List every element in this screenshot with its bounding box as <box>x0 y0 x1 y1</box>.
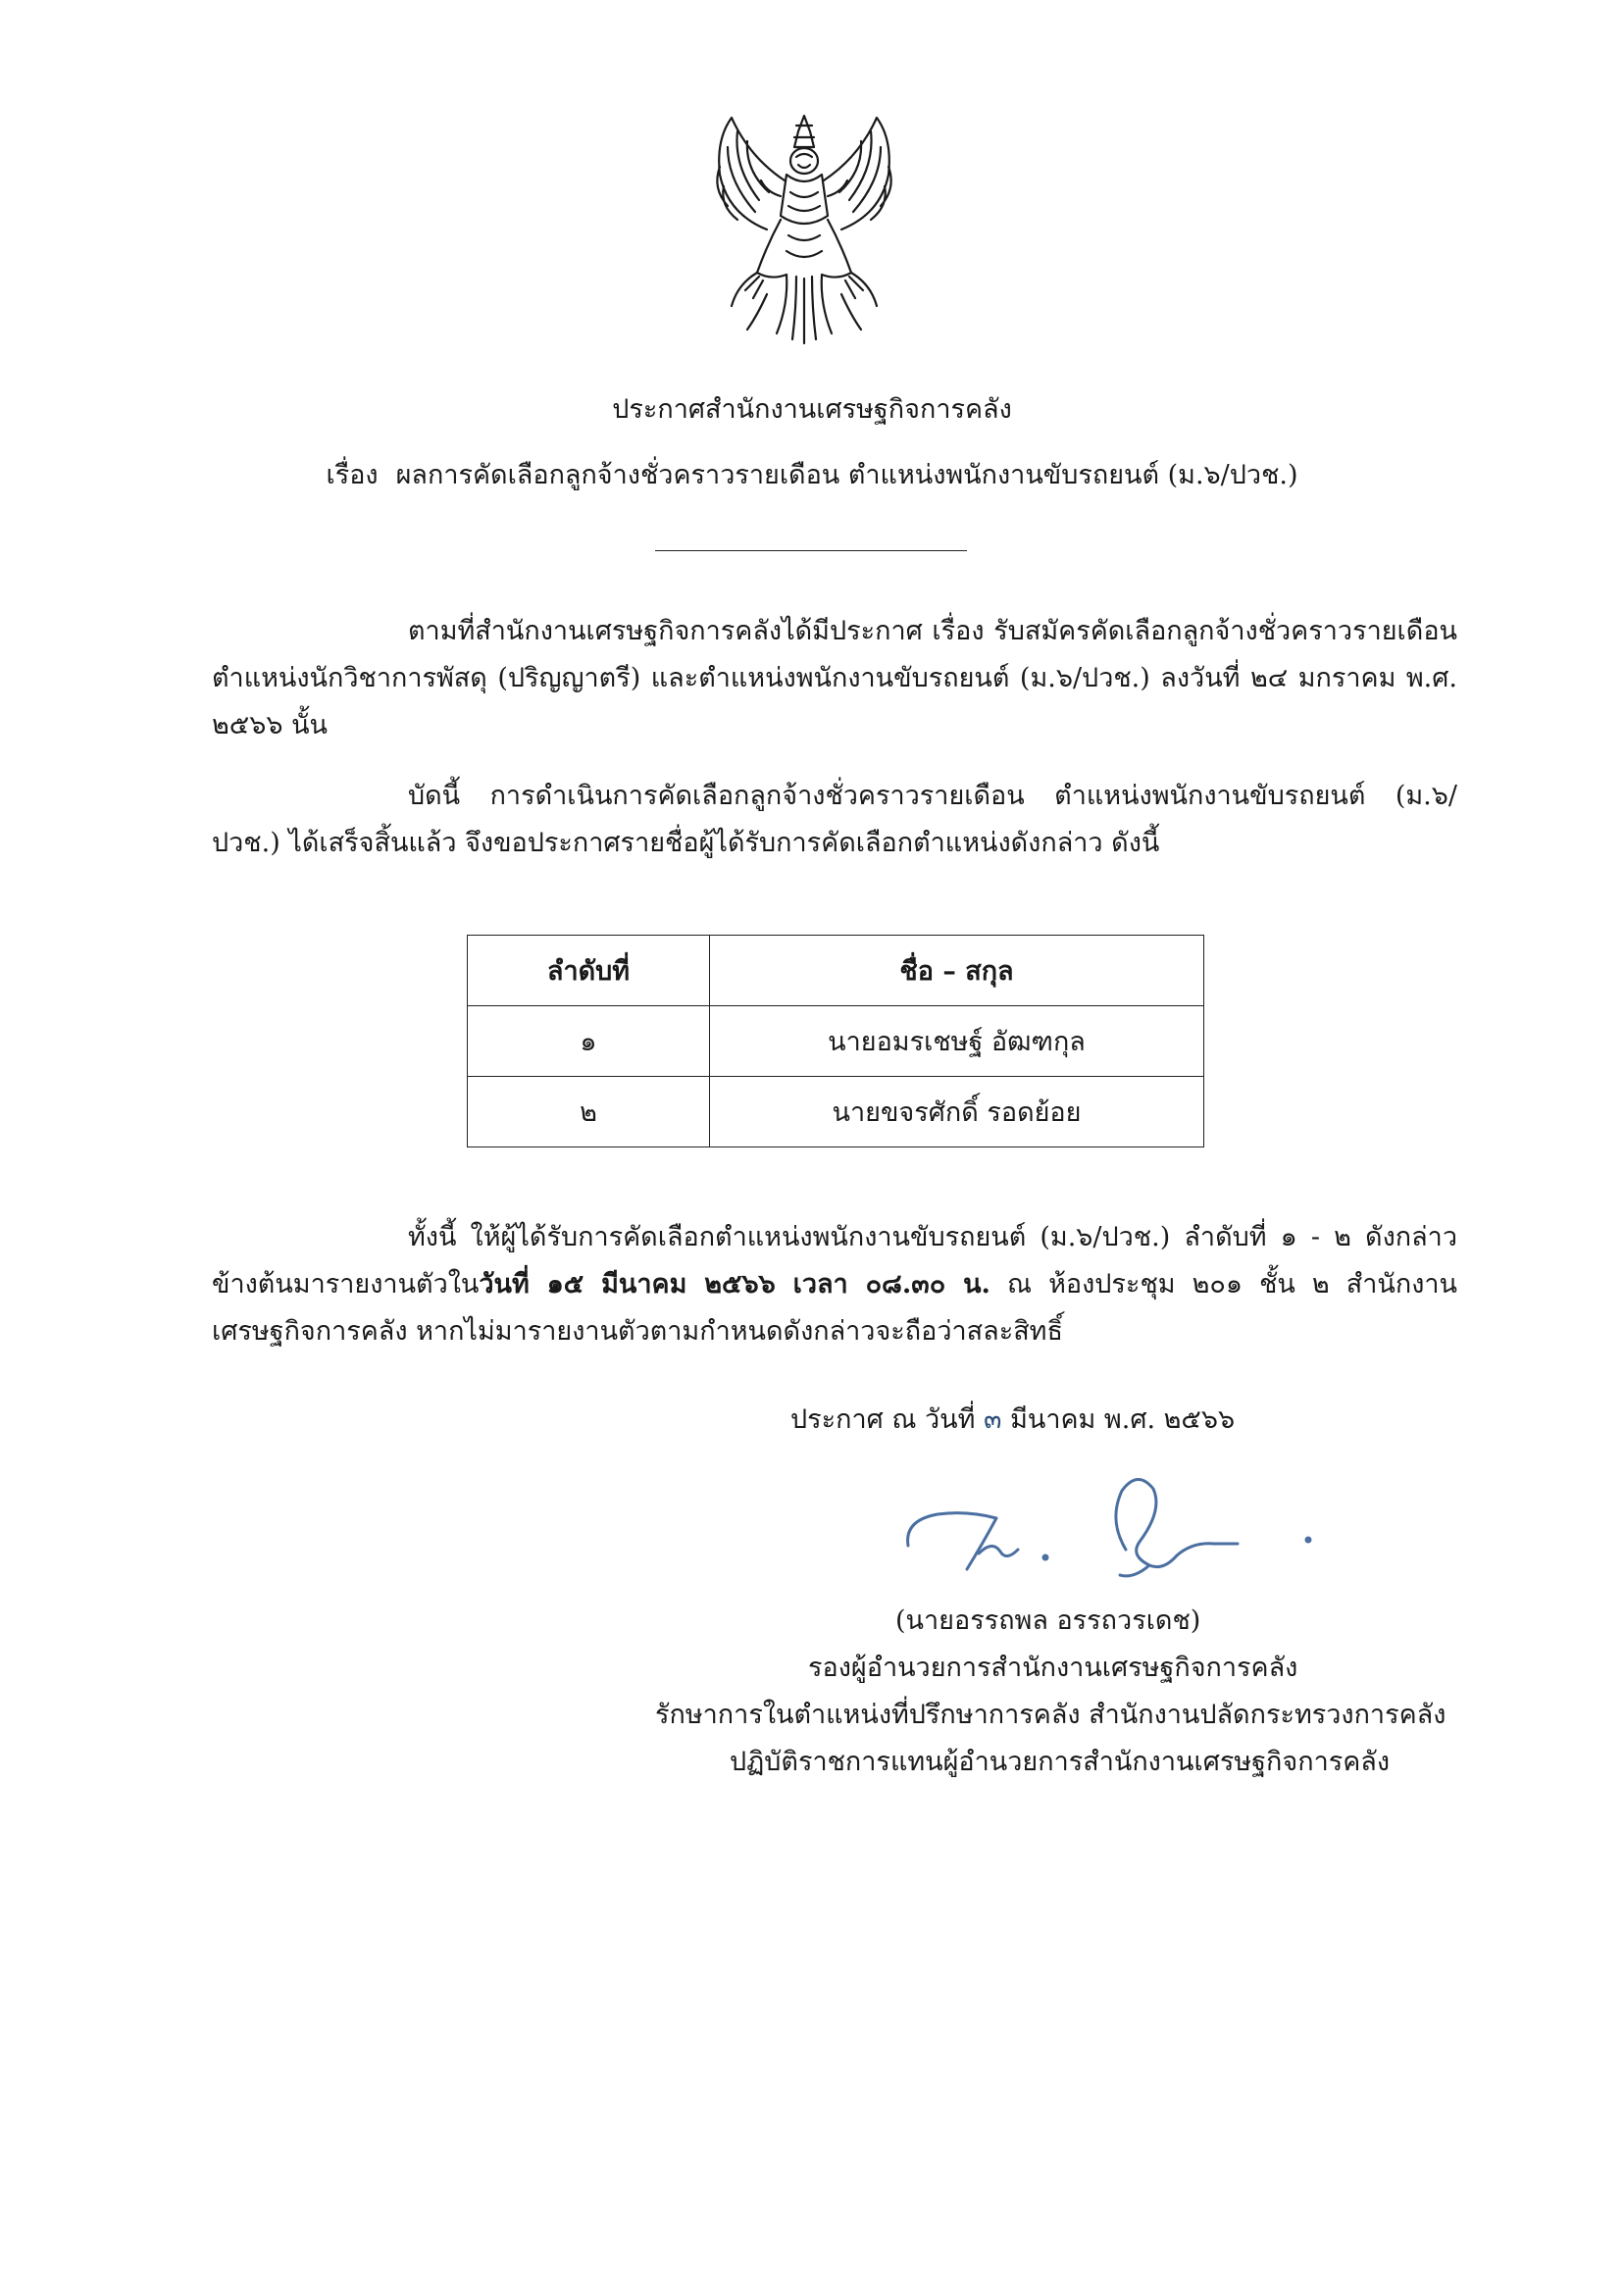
date-prefix: ประกาศ ณ วันที่ <box>790 1404 976 1435</box>
results-table <box>467 935 1204 1147</box>
paragraph-2 <box>212 773 1457 867</box>
column-header-name: ชื่อ – สกุล <box>710 936 1204 1006</box>
report-date-time: วันที่ ๑๕ มีนาคม ๒๕๖๖ เวลา ๐๘.๓๐ น. <box>479 1269 990 1299</box>
handwritten-signature <box>898 1461 1320 1608</box>
table-row <box>468 1077 1204 1147</box>
table-header-row <box>468 936 1204 1006</box>
column-header-order: ลำดับที่ <box>468 936 710 1006</box>
header-divider <box>655 550 967 551</box>
document-title: ประกาศสำนักงานเศรษฐกิจการคลัง <box>612 394 1012 425</box>
paragraph-3 <box>212 1214 1457 1355</box>
document-subject <box>0 456 1624 495</box>
date-day: ๓ <box>984 1404 1002 1435</box>
announcement-date <box>790 1398 1235 1440</box>
signatory-position-1: รองผู้อำนวยการสำนักงานเศรษฐกิจการคลัง <box>808 1653 1298 1683</box>
paragraph-3-text-before: ทั้งนี้ ให้ผู้ได้รับการคัดเลือกตำแหน่งพนักงานขับรถยนต์ (ม.๖/ปวช.) ลำดับที่ ๑ - ๒ ดังกล่าวข้างต้นมารายงานตัวใน <box>212 1222 1457 1299</box>
row-name: นายขจรศักดิ์ รอดย้อย <box>710 1077 1204 1147</box>
signatory-position-2: รักษาการในตำแหน่งที่ปรึกษาการคลัง สำนักงานปลัดกระทรวงการคลัง <box>655 1700 1446 1730</box>
signatory-name: (นายอรรถพล อรรถวรเดช) <box>895 1605 1201 1636</box>
paragraph-3-text-after: ณ ห้องประชุม ๒๐๑ ชั้น ๒ สำนักงานเศรษฐกิจการคลัง หากไม่มารายงานตัวตามกำหนดดังกล่าวจะถือว่าสละสิทธิ์ <box>212 1269 1457 1347</box>
date-month-year: มีนาคม พ.ศ. ๒๕๖๖ <box>1010 1404 1236 1435</box>
paragraph-1-text: ตามที่สำนักงานเศรษฐกิจการคลังได้มีประกาศ เรื่อง รับสมัครคัดเลือกลูกจ้างชั่วคราวรายเดือน ตำแหน่งนักวิชาการพัสดุ (ปริญญาตรี) และตำแหน่งพนักงานขับรถยนต์ (ม.๖/ปวช.) ลงวันที่ ๒๔ มกราคม พ.ศ. ๒๕๖๖ นั้น <box>212 616 1457 740</box>
paragraph-1 <box>212 608 1457 749</box>
subject-text: ผลการคัดเลือกลูกจ้างชั่วคราวรายเดือน ตำแหน่งพนักงานขับรถยนต์ (ม.๖/ปวช.) <box>395 460 1298 490</box>
table-row <box>468 1006 1204 1077</box>
row-name: นายอมรเชษฐ์ อัฒฑกุล <box>710 1006 1204 1077</box>
row-order: ๑ <box>468 1006 710 1077</box>
garuda-emblem-icon <box>698 98 910 353</box>
row-order: ๒ <box>468 1077 710 1147</box>
signatory-position-3: ปฏิบัติราชการแทนผู้อำนวยการสำนักงานเศรษฐกิจการคลัง <box>730 1747 1391 1777</box>
subject-label: เรื่อง <box>326 460 379 490</box>
paragraph-2-text: บัดนี้ การดำเนินการคัดเลือกลูกจ้างชั่วคราวรายเดือน ตำแหน่งพนักงานขับรถยนต์ (ม.๖/ปวช.) ได้เสร็จสิ้นแล้ว จึงขอประกาศรายชื่อผู้ได้รับการคัดเลือกตำแหน่งดังกล่าว ดังนี้ <box>212 781 1457 858</box>
